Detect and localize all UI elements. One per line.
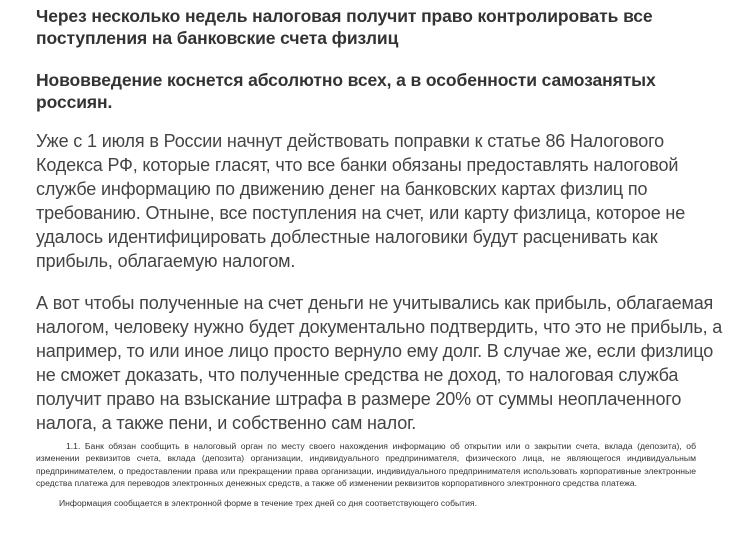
law-excerpt-note: Информация сообщается в электронной форме в течение трех дней со дня соответствующего события. <box>59 497 477 508</box>
article-headline: Через несколько недель налоговая получит право контролировать все поступления на банковские счета физлиц <box>36 6 653 48</box>
law-excerpt-image <box>36 440 696 509</box>
article-subheadline: Нововведение коснется абсолютно всех, а в особенности самозанятых россиян. <box>36 70 656 112</box>
law-excerpt-clause: 1.1. Банк обязан сообщить в налоговый орган по месту своего нахождения информацию об открытии или о закрытии счета, вклада (депозита), об изменении реквизитов счета, вклада (депозита) организации, индивидуального предпринимателя, физического лица, не являющегося индивидуальным предпринимателем, о предоставлении права или прекращении права организации, индивидуального предпринимателя использовать корпоративные электронные средства платежа для переводов электронных денежных средств, а также об изменении реквизитов корпоративного электронного средства платежа. <box>36 441 696 489</box>
article-paragraph-1: Уже с 1 июля в России начнут действовать поправки к статье 86 Налогового Кодекса РФ, которые гласят, что все банки обязаны предоставлять налоговой службе информацию по движению денег на банковских картах физлиц по требованию. Отныне, все поступления на счет, или карту физлица, которое не удалось идентифицировать доблестные налоговики будут расценивать как прибыль, облагаемую налогом. <box>36 131 686 271</box>
article-paragraph-2: А вот чтобы полученные на счет деньги не учитывались как прибыль, облагаемая налогом, человеку нужно будет документально подтвердить, что это не прибыль, а например, то или иное лицо просто вернуло ему долг. В случае же, если физлицо не сможет доказать, что полученные средства не доход, то налоговая служба получит право на взыскание штрафа в размере 20% от суммы неоплаченного налога, а также пени, и собственно сам налог. <box>36 293 723 433</box>
